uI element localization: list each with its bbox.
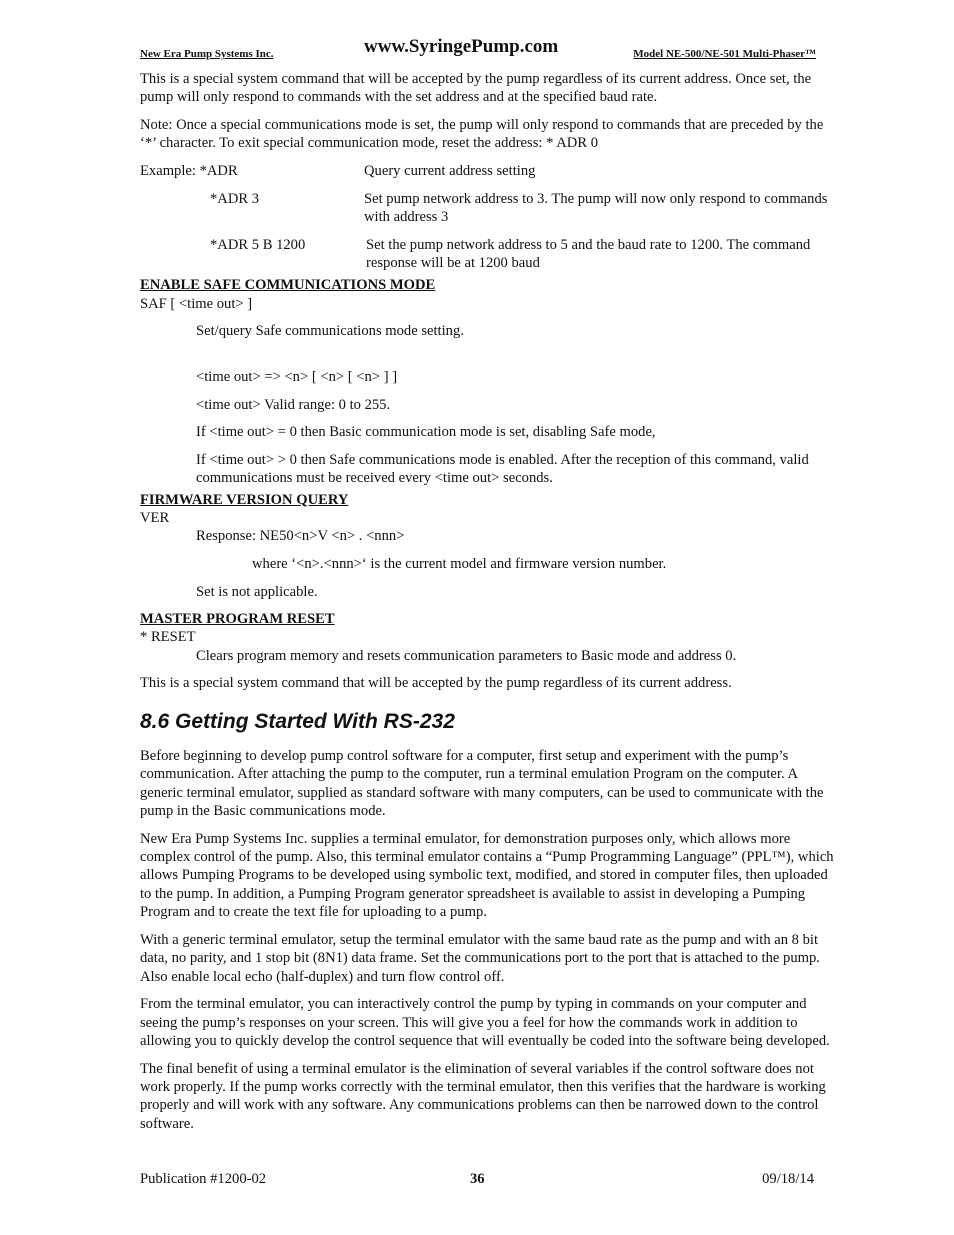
- command-syntax: SAF [ <time out> ]: [140, 295, 253, 312]
- section-title-reset: MASTER PROGRAM RESET: [140, 611, 335, 627]
- example-row: [140, 190, 836, 227]
- document-body: [140, 70, 836, 1142]
- page-footer: [140, 1170, 814, 1190]
- where-line: where ‘<n>.<nnn>‘ is the current model and firmware version number.: [252, 556, 667, 572]
- website-url: www.SyringePump.com: [364, 36, 559, 57]
- description-line: <time out> => <n> [ <n> [ <n> ] ]: [196, 369, 398, 385]
- example-row: [140, 236, 836, 273]
- publication-number: Publication #1200-02: [140, 1171, 267, 1187]
- command-syntax: * RESET: [140, 629, 196, 646]
- description-line: Clears program memory and resets communication parameters to Basic mode and address 0.: [196, 647, 737, 664]
- reset-note: This is a special system command that will be accepted by the pump regardless of its current address.: [140, 675, 732, 692]
- description-line: <time out> Valid range: 0 to 255.: [196, 396, 391, 413]
- note-paragraph: Note: Once a special communications mode is set, the pump will only respond to commands that are preceded by the ‘*’ character. To exit special communication mode, reset the address: * ADR 0: [140, 117, 824, 152]
- model-name: Model NE-500/NE-501 Multi-Phaser™: [633, 48, 816, 60]
- example-description: Set the pump network address to 5 and the baud rate to 1200. The command response will be at 1200 baud: [366, 236, 811, 271]
- body-paragraph: Before beginning to develop pump control software for a computer, first setup and experiment with the pump’s communication. After attaching the pump to the computer, run a terminal emulation Program on the computer. A generic terminal emulator, supplied as standard software with many computers, can be used to communicate with the pump in the Basic communications mode.: [140, 747, 824, 820]
- spacer: [140, 350, 836, 368]
- intro-paragraph: This is a special system command that will be accepted by the pump regardless of its current address. Once set, the pump will only respond to commands with the set address and at the specified baud rate.: [140, 71, 812, 106]
- section-title-firmware: FIRMWARE VERSION QUERY: [140, 491, 349, 508]
- company-name: New Era Pump Systems Inc.: [140, 48, 274, 60]
- body-paragraph: The final benefit of using a terminal emulator is the elimination of several variables if the control software does not work properly. If the pump works correctly with the terminal emulator, then this verifies that the hardware is working properly and will work with any software. Any communications problems can then be narrowed down to the control software.: [140, 1060, 826, 1132]
- publication-date: 09/18/14: [762, 1171, 814, 1187]
- example-command: *ADR 5 B 1200: [210, 236, 306, 253]
- description-line: If <time out> > 0 then Safe communications mode is enabled. After the reception of this command, valid communications must be received every <time out> seconds.: [196, 451, 809, 487]
- body-paragraph: New Era Pump Systems Inc. supplies a terminal emulator, for demonstration purposes only, which allows more complex control of the pump. Also, this terminal emulator contains a “Pump Programming Language” (PPL™), which allows Pumping Programs to be developed using symbolic text, modified, and stored in computer files, then uploaded to the pump. In addition, a Pumping Program generator spreadsheet is available to assist in developing a Pumping Program and to create the text file for uploading to a pump.: [140, 830, 834, 921]
- example-row: [140, 162, 836, 180]
- body-paragraph: From the terminal emulator, you can interactively control the pump by typing in commands on your computer and seeing the pump’s responses on your screen. This will give you a feel for how the commands work in addition to allowing you to quickly develop the control sequence that will eventually be coded into the software being developed.: [140, 996, 830, 1050]
- command-syntax: VER: [140, 510, 170, 526]
- page-number: 36: [470, 1171, 485, 1187]
- description-line: If <time out> = 0 then Basic communication mode is set, disabling Safe mode,: [196, 424, 656, 441]
- example-command: *ADR 3: [210, 190, 260, 207]
- example-command: Example: *ADR: [140, 163, 238, 179]
- response-line: Response: NE50<n>V <n> . <nnn>: [196, 528, 405, 545]
- section-title-safe-mode: ENABLE SAFE COMMUNICATIONS MODE: [140, 277, 436, 294]
- description-line: Set/query Safe communications mode setting.: [196, 323, 464, 340]
- body-paragraph: With a generic terminal emulator, setup the terminal emulator with the same baud rate as the pump and with an 8 bit data, no parity, and 1 stop bit (8N1) data frame. Set the communications port to the port that is attached to the pump. Also enable local echo (half-duplex) and turn flow control off.: [140, 931, 820, 985]
- page-header: [140, 38, 816, 62]
- example-description: Query current address setting: [364, 163, 536, 179]
- set-line: Set is not applicable.: [196, 583, 318, 600]
- section-heading: 8.6 Getting Started With RS-232: [140, 709, 455, 733]
- example-description: Set pump network address to 3. The pump will now only respond to commands with address 3: [364, 190, 828, 225]
